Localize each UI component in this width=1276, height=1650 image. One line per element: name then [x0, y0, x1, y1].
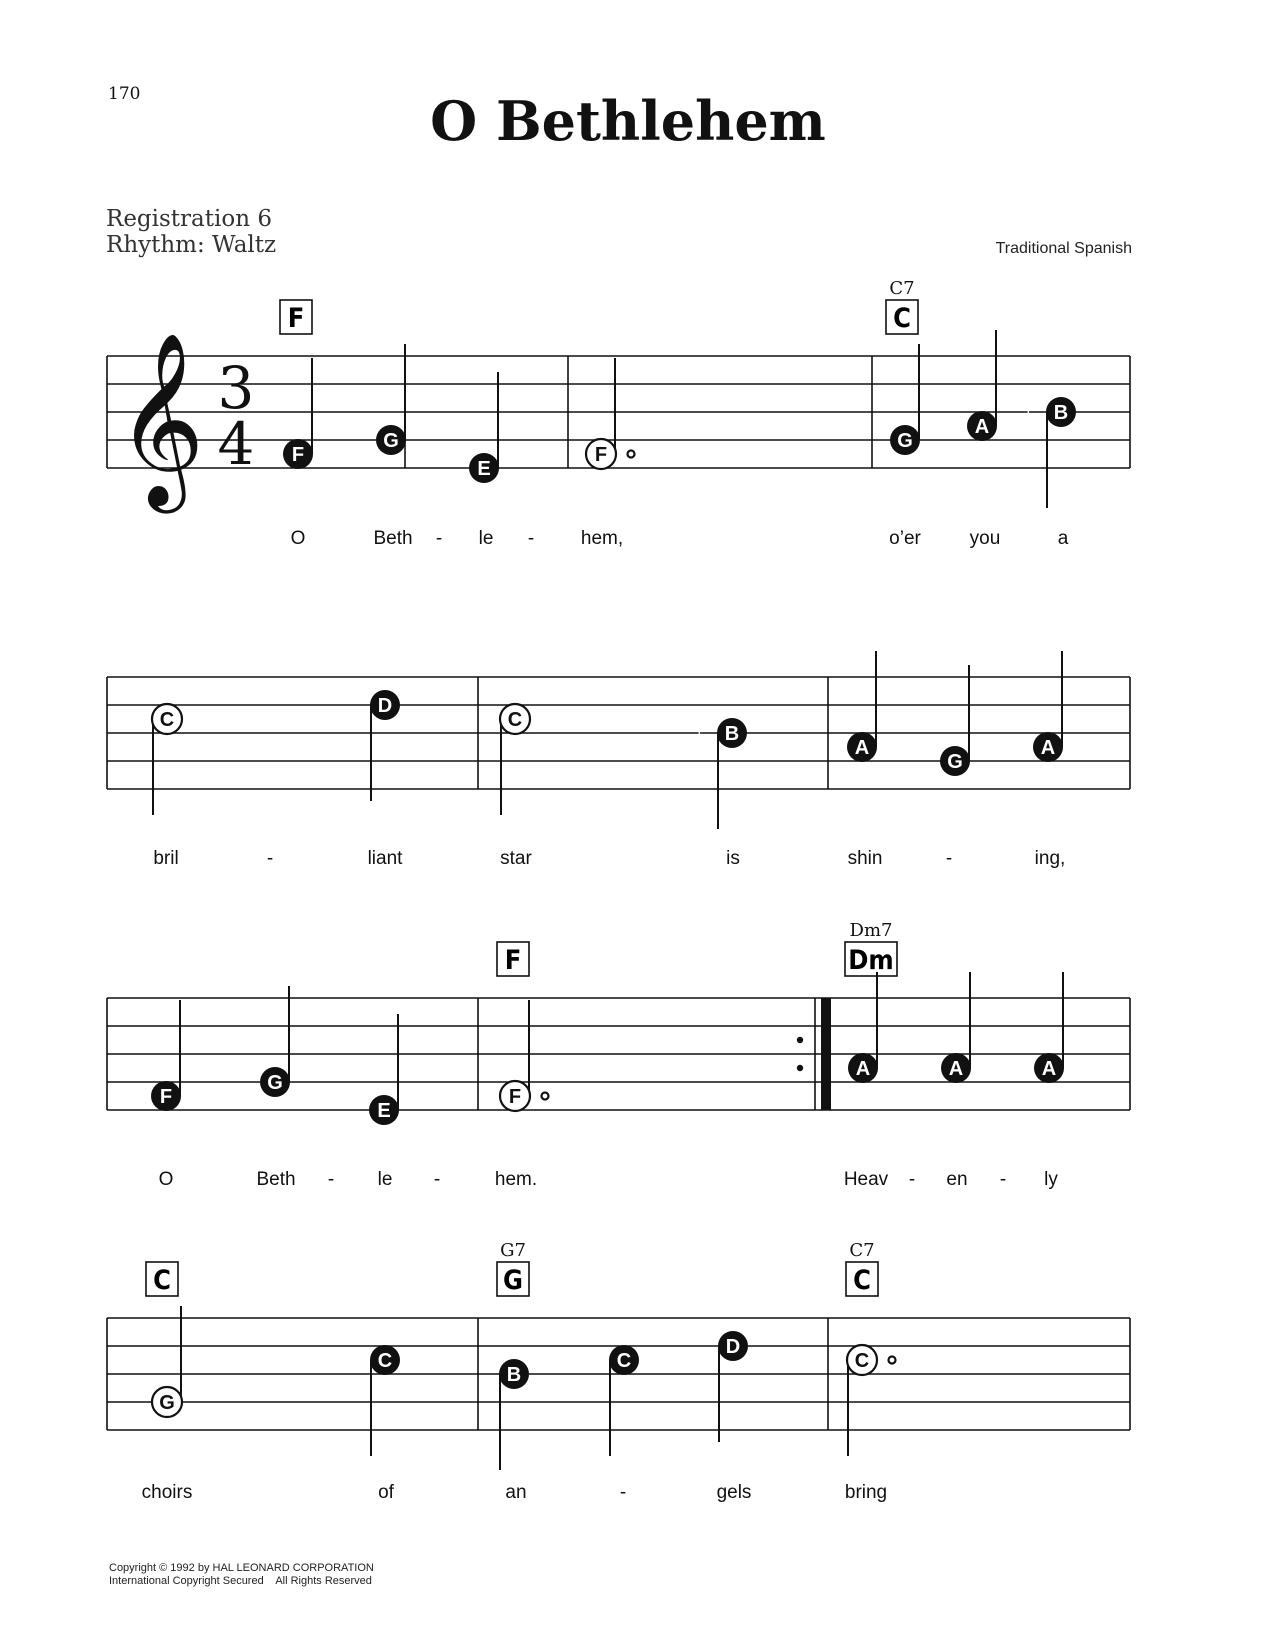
- note-letter: B: [506, 1364, 522, 1386]
- note: [370, 1345, 400, 1456]
- chord-name: C7: [849, 1240, 875, 1261]
- note-letter: A: [974, 416, 990, 438]
- note: [260, 986, 290, 1097]
- lyric-syllable: ly: [1044, 1169, 1058, 1190]
- lyric-syllable: of: [378, 1482, 394, 1503]
- composer-credit: Traditional Spanish: [995, 240, 1132, 257]
- flat-sign-icon: ♭: [1026, 407, 1036, 429]
- chord-box-letter: F: [287, 303, 305, 334]
- note-letter: G: [267, 1072, 283, 1094]
- note: [151, 1000, 181, 1111]
- lyric-syllable: hem.: [494, 1169, 538, 1190]
- note-letter: A: [1041, 1058, 1057, 1080]
- note-letter: A: [855, 1058, 871, 1080]
- chord-symbol: [845, 942, 897, 976]
- lyric-syllable: O: [158, 1169, 174, 1190]
- lyric-syllable: a: [1057, 528, 1069, 549]
- lyric-syllable: Heav: [843, 1169, 889, 1190]
- lyric-syllable: ing,: [1034, 848, 1066, 869]
- note-letter: A: [854, 737, 870, 759]
- lyric-syllable: an: [505, 1482, 527, 1503]
- lyric-hyphen: -: [945, 848, 953, 869]
- lyric-syllable: en: [946, 1169, 968, 1190]
- chord-symbol: [497, 942, 529, 976]
- lyric-syllable: shin: [847, 848, 883, 869]
- chord-box-letter: C: [893, 303, 911, 334]
- note: [847, 1345, 896, 1456]
- note: [890, 344, 920, 455]
- chord-symbol: [280, 300, 312, 334]
- lyric-syllable: gels: [716, 1482, 752, 1503]
- repeat-dot: [797, 1065, 803, 1071]
- note: [152, 704, 182, 815]
- note: [586, 358, 635, 469]
- flat-sign-icon: ♭: [697, 728, 707, 750]
- note-letter: G: [159, 1392, 175, 1414]
- staff-system: [107, 278, 1130, 549]
- note-letter: G: [897, 430, 913, 452]
- note: [499, 1359, 529, 1470]
- note-letter: F: [508, 1086, 522, 1108]
- note-letter: B: [1053, 402, 1069, 424]
- lyric-syllable: liant: [367, 848, 403, 869]
- lyric-syllable: hem,: [580, 528, 624, 549]
- note-letter: G: [947, 751, 963, 773]
- lyric-hyphen: -: [266, 848, 274, 869]
- chord-box-letter: F: [504, 945, 522, 976]
- repeat-dot: [797, 1037, 803, 1043]
- note: [1033, 651, 1063, 762]
- note-letter: D: [377, 695, 393, 717]
- note-letter: D: [725, 1336, 741, 1358]
- lyric-syllable: you: [969, 528, 1001, 549]
- lyric-hyphen: -: [619, 1482, 627, 1503]
- lyric-syllable: bring: [844, 1482, 888, 1503]
- note: [848, 972, 878, 1083]
- lyric-syllable: o’er: [889, 528, 921, 549]
- chord-name: G7: [500, 1240, 526, 1261]
- note: [469, 372, 499, 483]
- note-letter: B: [724, 723, 740, 745]
- note-letter: A: [1040, 737, 1056, 759]
- note: [376, 344, 406, 455]
- lyric-hyphen: -: [999, 1169, 1007, 1190]
- lyric-syllable: le: [377, 1169, 393, 1190]
- lyric-hyphen: -: [327, 1169, 335, 1190]
- augmentation-dot: [628, 451, 635, 458]
- note: [500, 704, 530, 815]
- song-title: O Bethlehem: [430, 89, 826, 153]
- note-letter: C: [854, 1350, 870, 1372]
- lyric-hyphen: -: [433, 1169, 441, 1190]
- lyric-hyphen: -: [908, 1169, 916, 1190]
- staff-system: [107, 651, 1130, 869]
- note: [941, 972, 971, 1083]
- lyric-syllable: Beth: [256, 1169, 296, 1190]
- note: [283, 358, 313, 469]
- note-letter: F: [594, 444, 608, 466]
- copyright-line-1: Copyright © 1992 by HAL LEONARD CORPORATION: [109, 1562, 374, 1574]
- note-letter: C: [507, 709, 523, 731]
- music-systems: [107, 278, 1130, 1503]
- note: [847, 651, 877, 762]
- note: [609, 1345, 639, 1456]
- lyric-syllable: star: [500, 848, 532, 869]
- chord-symbol: [497, 1262, 529, 1296]
- registration-label: Registration 6: [106, 206, 272, 232]
- note: [697, 718, 747, 829]
- lyric-syllable: O: [290, 528, 306, 549]
- note-letter: C: [377, 1350, 393, 1372]
- note: [967, 330, 997, 441]
- note-letter: F: [291, 444, 305, 466]
- note: [718, 1331, 748, 1442]
- note-letter: F: [159, 1086, 173, 1108]
- lyric-syllable: bril: [153, 848, 179, 869]
- staff-system: [107, 920, 1130, 1190]
- note: [369, 1014, 399, 1125]
- chord-symbol: [846, 1262, 878, 1296]
- rhythm-label: Rhythm: Waltz: [106, 232, 277, 258]
- lyric-syllable: choirs: [141, 1482, 193, 1503]
- repeat-thick-bar: [821, 998, 831, 1110]
- treble-clef-icon: 𝄞: [116, 332, 205, 506]
- chord-box-letter: C: [853, 1265, 871, 1296]
- chord-box-letter: G: [503, 1265, 523, 1296]
- copyright-line-2: International Copyright Secured All Rights Reserved: [109, 1575, 372, 1587]
- chord-box-letter: C: [153, 1265, 171, 1296]
- lyric-syllable: is: [726, 848, 740, 869]
- note-letter: G: [383, 430, 399, 452]
- chord-name: C7: [889, 278, 915, 299]
- note: [370, 690, 400, 801]
- note-letter: E: [377, 1100, 391, 1122]
- chord-box-letter: Dm: [848, 945, 894, 976]
- lyric-hyphen: -: [527, 528, 535, 549]
- note-letter: C: [159, 709, 175, 731]
- lyric-syllable: le: [478, 528, 494, 549]
- note: [1026, 397, 1076, 508]
- chord-name: Dm7: [849, 920, 893, 941]
- note: [1034, 972, 1064, 1083]
- note-letter: E: [477, 458, 491, 480]
- chord-symbol: [146, 1262, 178, 1296]
- augmentation-dot: [889, 1357, 896, 1364]
- augmentation-dot: [542, 1093, 549, 1100]
- lyric-hyphen: -: [435, 528, 443, 549]
- note-letter: C: [616, 1350, 632, 1372]
- chord-symbol: [886, 300, 918, 334]
- lyric-syllable: Beth: [373, 528, 413, 549]
- time-signature-bottom: 4: [217, 410, 255, 478]
- note: [940, 665, 970, 776]
- note: [152, 1306, 182, 1417]
- time-signature-top: 3: [217, 354, 255, 422]
- note-letter: A: [948, 1058, 964, 1080]
- page-number: 170: [108, 84, 141, 104]
- note: [500, 1000, 549, 1111]
- staff-system: [107, 1240, 1130, 1503]
